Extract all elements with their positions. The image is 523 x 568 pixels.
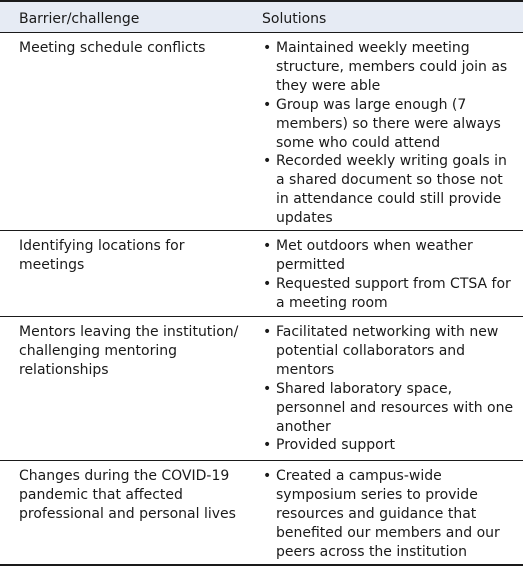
solution-item — [262, 436, 516, 455]
bullet-icon: • — [263, 153, 272, 170]
barrier-cell: Changes during the COVID-19 pandemic that affected professional and personal lives — [19, 468, 236, 522]
bullet-icon: • — [263, 324, 272, 340]
solution-item — [262, 323, 516, 380]
solution-item — [262, 467, 516, 562]
table-row — [0, 461, 523, 566]
table-header — [0, 0, 523, 33]
bullet-icon: • — [263, 40, 272, 56]
solution-text: Facilitated networking with new potential collaborators and mentors — [276, 324, 499, 378]
barrier-cell: Meeting schedule conflicts — [19, 40, 206, 56]
solutions-list — [262, 467, 516, 562]
bullet-icon: • — [263, 468, 272, 484]
solution-item — [262, 96, 516, 153]
solution-text: Shared laboratory space, personnel and resources with one another — [276, 380, 514, 435]
table-row — [0, 33, 523, 231]
bullet-icon: • — [263, 238, 272, 254]
bullet-icon: • — [263, 96, 272, 113]
solution-item — [262, 275, 516, 313]
table-row — [0, 317, 523, 461]
solution-item — [262, 237, 516, 275]
bullet-icon: • — [263, 437, 272, 454]
header-solutions: Solutions — [262, 11, 327, 27]
solution-text: Group was large enough (7 members) so there were always some who could attend — [276, 96, 501, 151]
solution-text: Created a campus-wide symposium series to provide resources and guidance that benefited our members and our peers across the institution — [276, 468, 500, 560]
bullet-icon: • — [263, 275, 272, 292]
barrier-cell: Mentors leaving the institution/ challenging mentoring relationships — [19, 324, 239, 378]
solutions-list — [262, 237, 516, 313]
bullet-icon: • — [263, 380, 272, 397]
solution-item — [262, 152, 516, 228]
solutions-list — [262, 323, 516, 455]
solution-text: Requested support from CTSA for a meeting room — [276, 275, 511, 311]
solution-text: Met outdoors when weather permitted — [276, 238, 473, 273]
barrier-cell: Identifying locations for meetings — [19, 238, 185, 273]
solution-text: Recorded weekly writing goals in a shared document so those not in attendance could still provide updates — [276, 153, 507, 227]
solution-item — [262, 380, 516, 437]
solution-text: Provided support — [276, 437, 395, 454]
table-row — [0, 231, 523, 317]
solution-item — [262, 39, 516, 96]
solutions-list — [262, 39, 516, 228]
header-barrier: Barrier/challenge — [19, 11, 140, 27]
solution-text: Maintained weekly meeting structure, members could join as they were able — [276, 40, 508, 94]
